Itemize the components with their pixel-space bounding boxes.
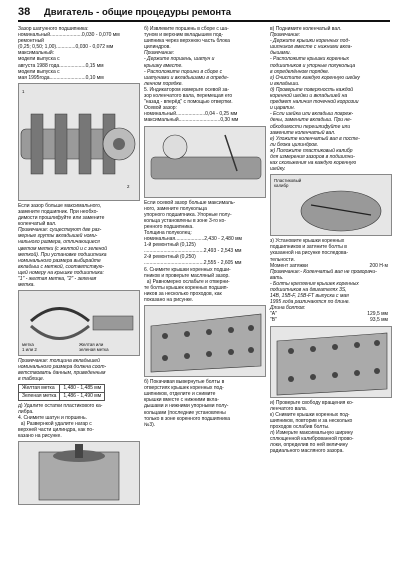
table-cell: Зеленая метка [19, 392, 60, 400]
note-label: Примечание: [270, 268, 301, 275]
inspection-note [270, 32, 392, 172]
plastigage-label: Пластиковый калибр [274, 178, 302, 189]
crankshaft-figure [18, 83, 140, 201]
crankshaft-illustration [19, 84, 140, 201]
note-text: - Коленчатый вал не проворачи- вать. - Болты крепления крышек коренных подшипников на двигателях 3S, 14B, 15B-F, 15B-FT выпуска с мая 1995 года различаются по длине. Длина болтов: [270, 268, 377, 312]
table-row [19, 384, 105, 392]
dial-indicator-figure [144, 126, 266, 198]
column-3 [270, 26, 392, 454]
table-cell: Желтая метка [19, 384, 60, 392]
cylinder-ridge-figure [18, 441, 140, 505]
page-number: 38 [18, 6, 31, 18]
tightening-sequence-illustration [271, 327, 392, 398]
thickness-note [18, 358, 140, 382]
tightening-sequence-figure [270, 326, 392, 398]
check-rotation-steps: и) Проверьте свободу вращения ко- ленчатого вала. к) Снимите крышки коренных под- шипников, повторив и за несколько проходов ослабив болты. л) Измерьте максимальную ширину сплющенной калиброванной прово- локи, определив по ней величину радиального масляного зазора. [270, 399, 354, 455]
column-2 [144, 26, 266, 428]
plastigage-figure [270, 174, 392, 236]
note2-text: толщина вкладышей номинального размера должна соот- ветствовать данным, приведенным в таблице. [18, 358, 107, 383]
bolt-value: 93,5 мм [370, 317, 388, 324]
remove-piston-text: б) Извлеките поршень в сборе с ша- туном и верхним вкладышем под- шипника через верхнюю часть блока цилиндров. [144, 26, 230, 51]
install-caps-step: з) Установите крышки коренных подшипников и затяните болты в указанной на рисунке последова- тельности. [270, 238, 349, 263]
bolt-value: 129,5 мм [367, 311, 388, 318]
note-text: существуют две раз- мерные группы вкладышей номи- нального размера, отличающиеся цветом метки (с желтой и с зеленой меткой). При установке подшипника номинального размера выбирайте вкладыш с меткой, соответствую- щей номеру на крышке подшипника: "1" - желтая метка, "2" - зеленая метка. [18, 227, 107, 289]
bearing-mark-figure [18, 290, 140, 356]
fig2-bearing-label: Желтая или зеленая метка [79, 342, 109, 353]
torque-label: Момент затяжки [270, 262, 308, 269]
thickness-table [18, 384, 105, 401]
note-text: - Держите крышки коренных под- шипников вместе с нижними вкла- дышами. - Расположите крышки коренных подшипников и упорные полукольца в определённом порядке. г) Очистите каждую коренную шейку и вкладыши. д) Проверьте поверхность каждой коренной шейки и вкладышей на предмет наличия точечной коррозии и царапин. - Если шейка или вкладыш повреж- дены, замените вкладыш. При не- обходимости перешлифуйте или замените коленчатый вал. е) Уложите коленчатый вал в посте- ли блока цилиндров. ж) Положите пластиковый калибр для измерения зазоров в подшипни- ках скольжения на каждую коренную шейку. [270, 38, 360, 173]
note-label: Примечание: [144, 50, 175, 57]
page-header [18, 4, 390, 20]
table-cell: 1,480 - 1,485 мм [60, 384, 105, 392]
note-label: Примечание: [270, 32, 301, 39]
dial-indicator-illustration [145, 127, 266, 198]
table-cell: 1,486 - 1,490 мм [60, 392, 105, 400]
bolt-sequence-illustration [145, 306, 266, 377]
table-row [19, 392, 105, 400]
replace-bearing-note: Если зазор больше максимального, замените подшипник. При необхо- димости прошлифуйте или замените коленчатый вал. [18, 202, 105, 228]
column-1 [18, 26, 140, 507]
remove-caps-step: б) Покачивая вывернутые болты в отверстиях крышек коренных под- шипников, отделите и снимите крышки вместе с нижними вкла- дышами и нижними упорными полу- кольцами (последние установлены только в зоне коренного подшипника №3). [144, 379, 231, 428]
fig1-label-a: 1 [22, 88, 25, 94]
remove-piston-steps: д) Удалите остатки пластикового ка- либра. 4. Снимите шатун и поршень. а) Развернкой удалите нагар с верхней части цилиндра, как по- казано на рисунке. [18, 402, 103, 439]
bearing-note [18, 227, 140, 288]
axial-clearance-step: 5. Индикатором измерьте осевой за- зор коленчатого вала, перемещая его "назад - вперёд" с помощью отвертки. Осевой зазор: номинальный.....................0,04 - 0,25 мм максимальный..............................0,30 мм [144, 86, 239, 124]
bolt-label: "B" [270, 317, 277, 324]
piston-note [144, 50, 266, 87]
lift-crankshaft-step: в) Поднимите коленчатый вал. [270, 26, 342, 32]
clearance-spec: Зазор шатунного подшипника: номинальный.......................0,030 - 0,070 мм ремонтный (0,25; 0,50; 1,00)..............0,030 - 0,072 мм максимальный: модели выпуска с августа 1988 года...................0,15 мм модели выпуска с мая 1995года..........................0,10 мм [18, 26, 120, 81]
ridge-reamer-illustration [19, 442, 140, 505]
thrust-washer-spec: Если осевой зазор больше максималь- ного, замените полукольца упорного подшипника. Упорные полу- кольца установлены в зоне 3-го ко- ренного подшипника. Толщина полуколец: номинальная.....................2,430 - 2,480 мм 1-й ремонтный (0,125) ...........................................2,493 - 2,543 мм 2-й ремонтный (0,250) ...........................................2,555 - 2,605 мм 6. Снимите крышки коренных подши- пников и проверьте масляный зазор. а) Равномерно ослабьте и отверни- те болты крышек коренных подшип- ников за несколько проходов, как показано на рисунке. [144, 199, 242, 303]
bolt-label: "А" [270, 311, 277, 318]
torque-value: 200 Н·м [369, 262, 388, 269]
note-text: - Держите поршень, шатун и крышку вместе. - Расположите поршни в сборе с шатунами и вкладышами в опреде- ленном порядке. [144, 56, 229, 87]
page-title: Двигатель - общие процедуры ремонта [44, 6, 232, 18]
note2-label: Примечание: [18, 358, 49, 365]
note-label: Примечание: [18, 227, 49, 234]
fig1-label-b: 2 [127, 183, 130, 189]
header-rule [18, 20, 390, 22]
fig2-mark-label: метка 1 или 2 [22, 342, 37, 353]
bolt-loosening-figure [144, 305, 266, 377]
bolt-length-b [270, 317, 388, 323]
bolt-length-note [270, 269, 392, 312]
